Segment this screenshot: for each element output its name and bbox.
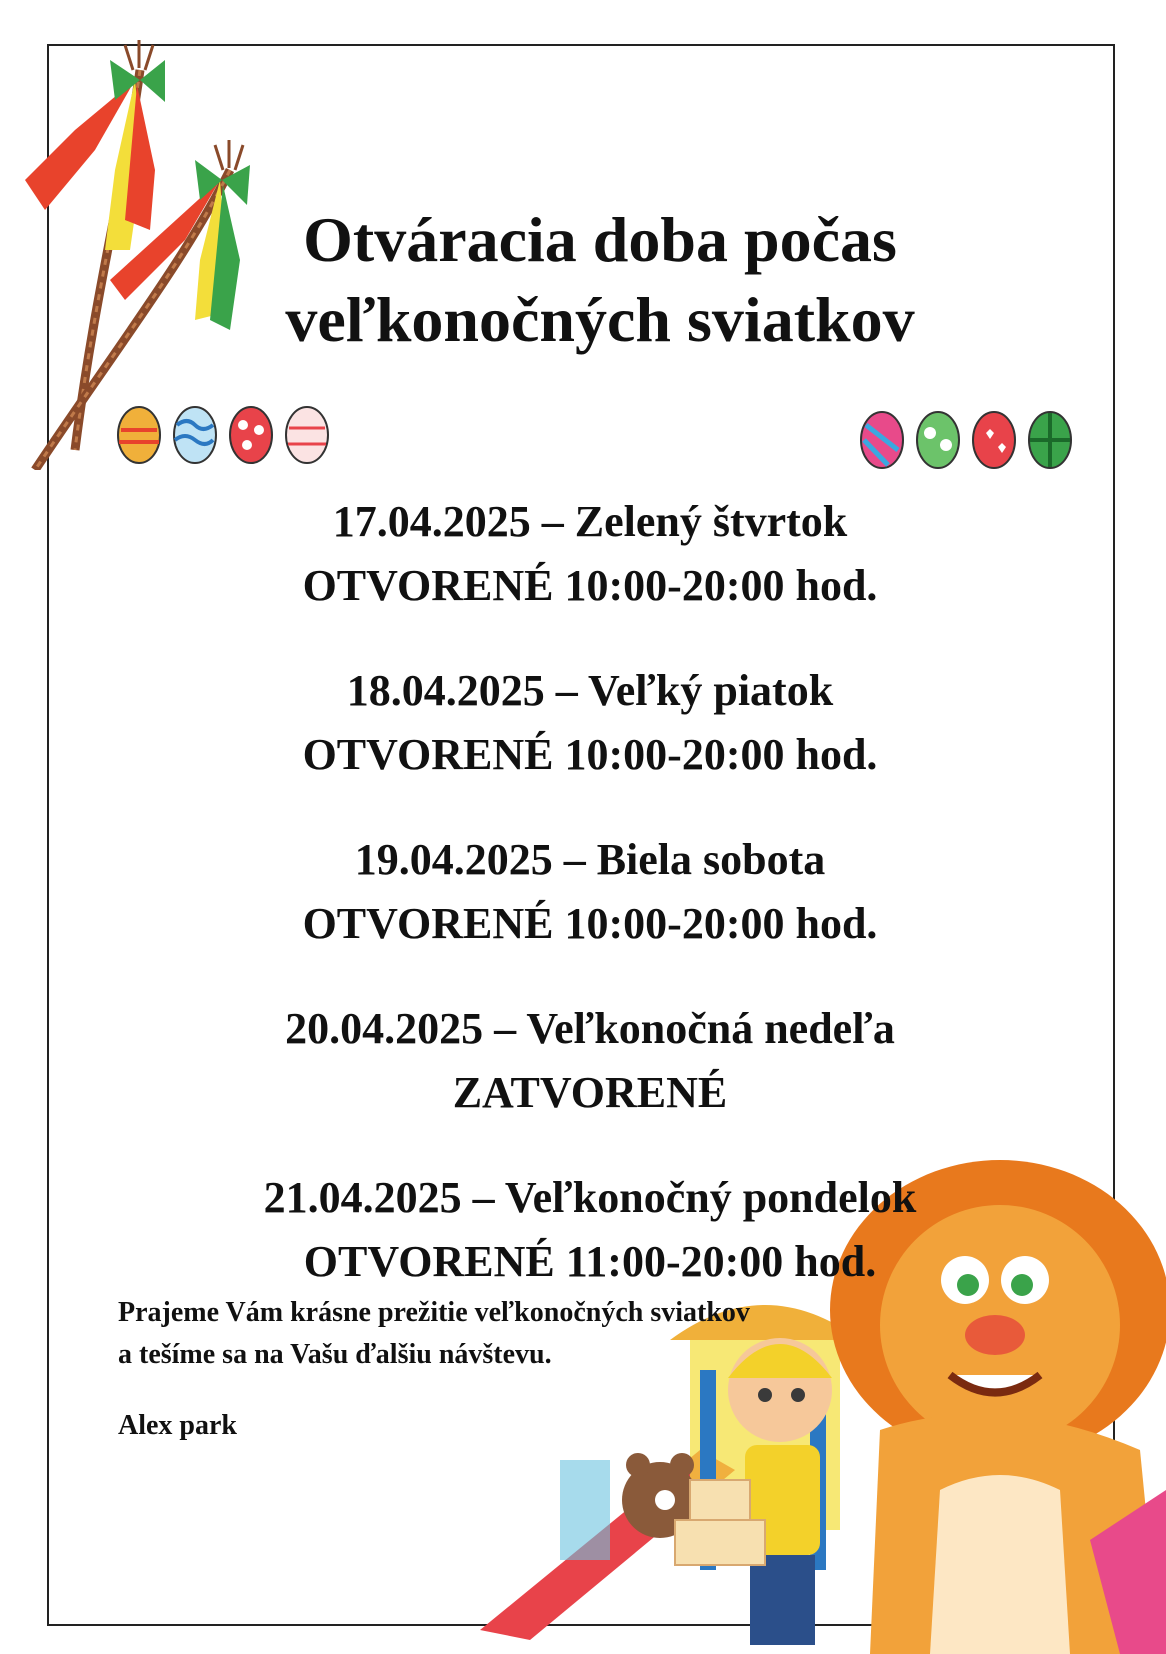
greeting-text	[118, 1292, 918, 1376]
signature: Alex park	[118, 1410, 237, 1441]
schedule-status: OTVORENÉ 10:00-20:00 hod.	[302, 730, 878, 779]
schedule-entry	[140, 659, 1040, 787]
schedule-status: ZATVORENÉ	[452, 1068, 728, 1117]
schedule-day: 21.04.2025 – Veľkonočný pondelok	[263, 1173, 917, 1222]
greeting-line-1: Prajeme Vám krásne prežitie veľkonočných sviatkov	[118, 1297, 750, 1328]
schedule-list	[140, 490, 1040, 1335]
schedule-day: 18.04.2025 – Veľký piatok	[346, 666, 834, 715]
schedule-status: OTVORENÉ 10:00-20:00 hod.	[302, 899, 878, 948]
schedule-status: OTVORENÉ 10:00-20:00 hod.	[302, 561, 878, 610]
schedule-entry	[140, 1166, 1040, 1294]
schedule-day: 20.04.2025 – Veľkonočná nedeľa	[285, 1004, 895, 1053]
schedule-day: 19.04.2025 – Biela sobota	[354, 835, 826, 884]
title-line-2: veľkonočných sviatkov	[285, 284, 915, 355]
schedule-entry	[140, 490, 1040, 618]
schedule-entry	[140, 828, 1040, 956]
easter-eggs-left-icon	[115, 400, 330, 470]
page-title	[180, 200, 1020, 360]
schedule-day: 17.04.2025 – Zelený štvrtok	[332, 497, 848, 546]
easter-eggs-right-icon	[858, 405, 1078, 475]
schedule-status: OTVORENÉ 11:00-20:00 hod.	[303, 1237, 877, 1286]
greeting-line-2: a tešíme sa na Vašu ďalšiu návštevu.	[118, 1339, 552, 1370]
schedule-entry	[140, 997, 1040, 1125]
title-line-1: Otváracia doba počas	[303, 204, 897, 275]
